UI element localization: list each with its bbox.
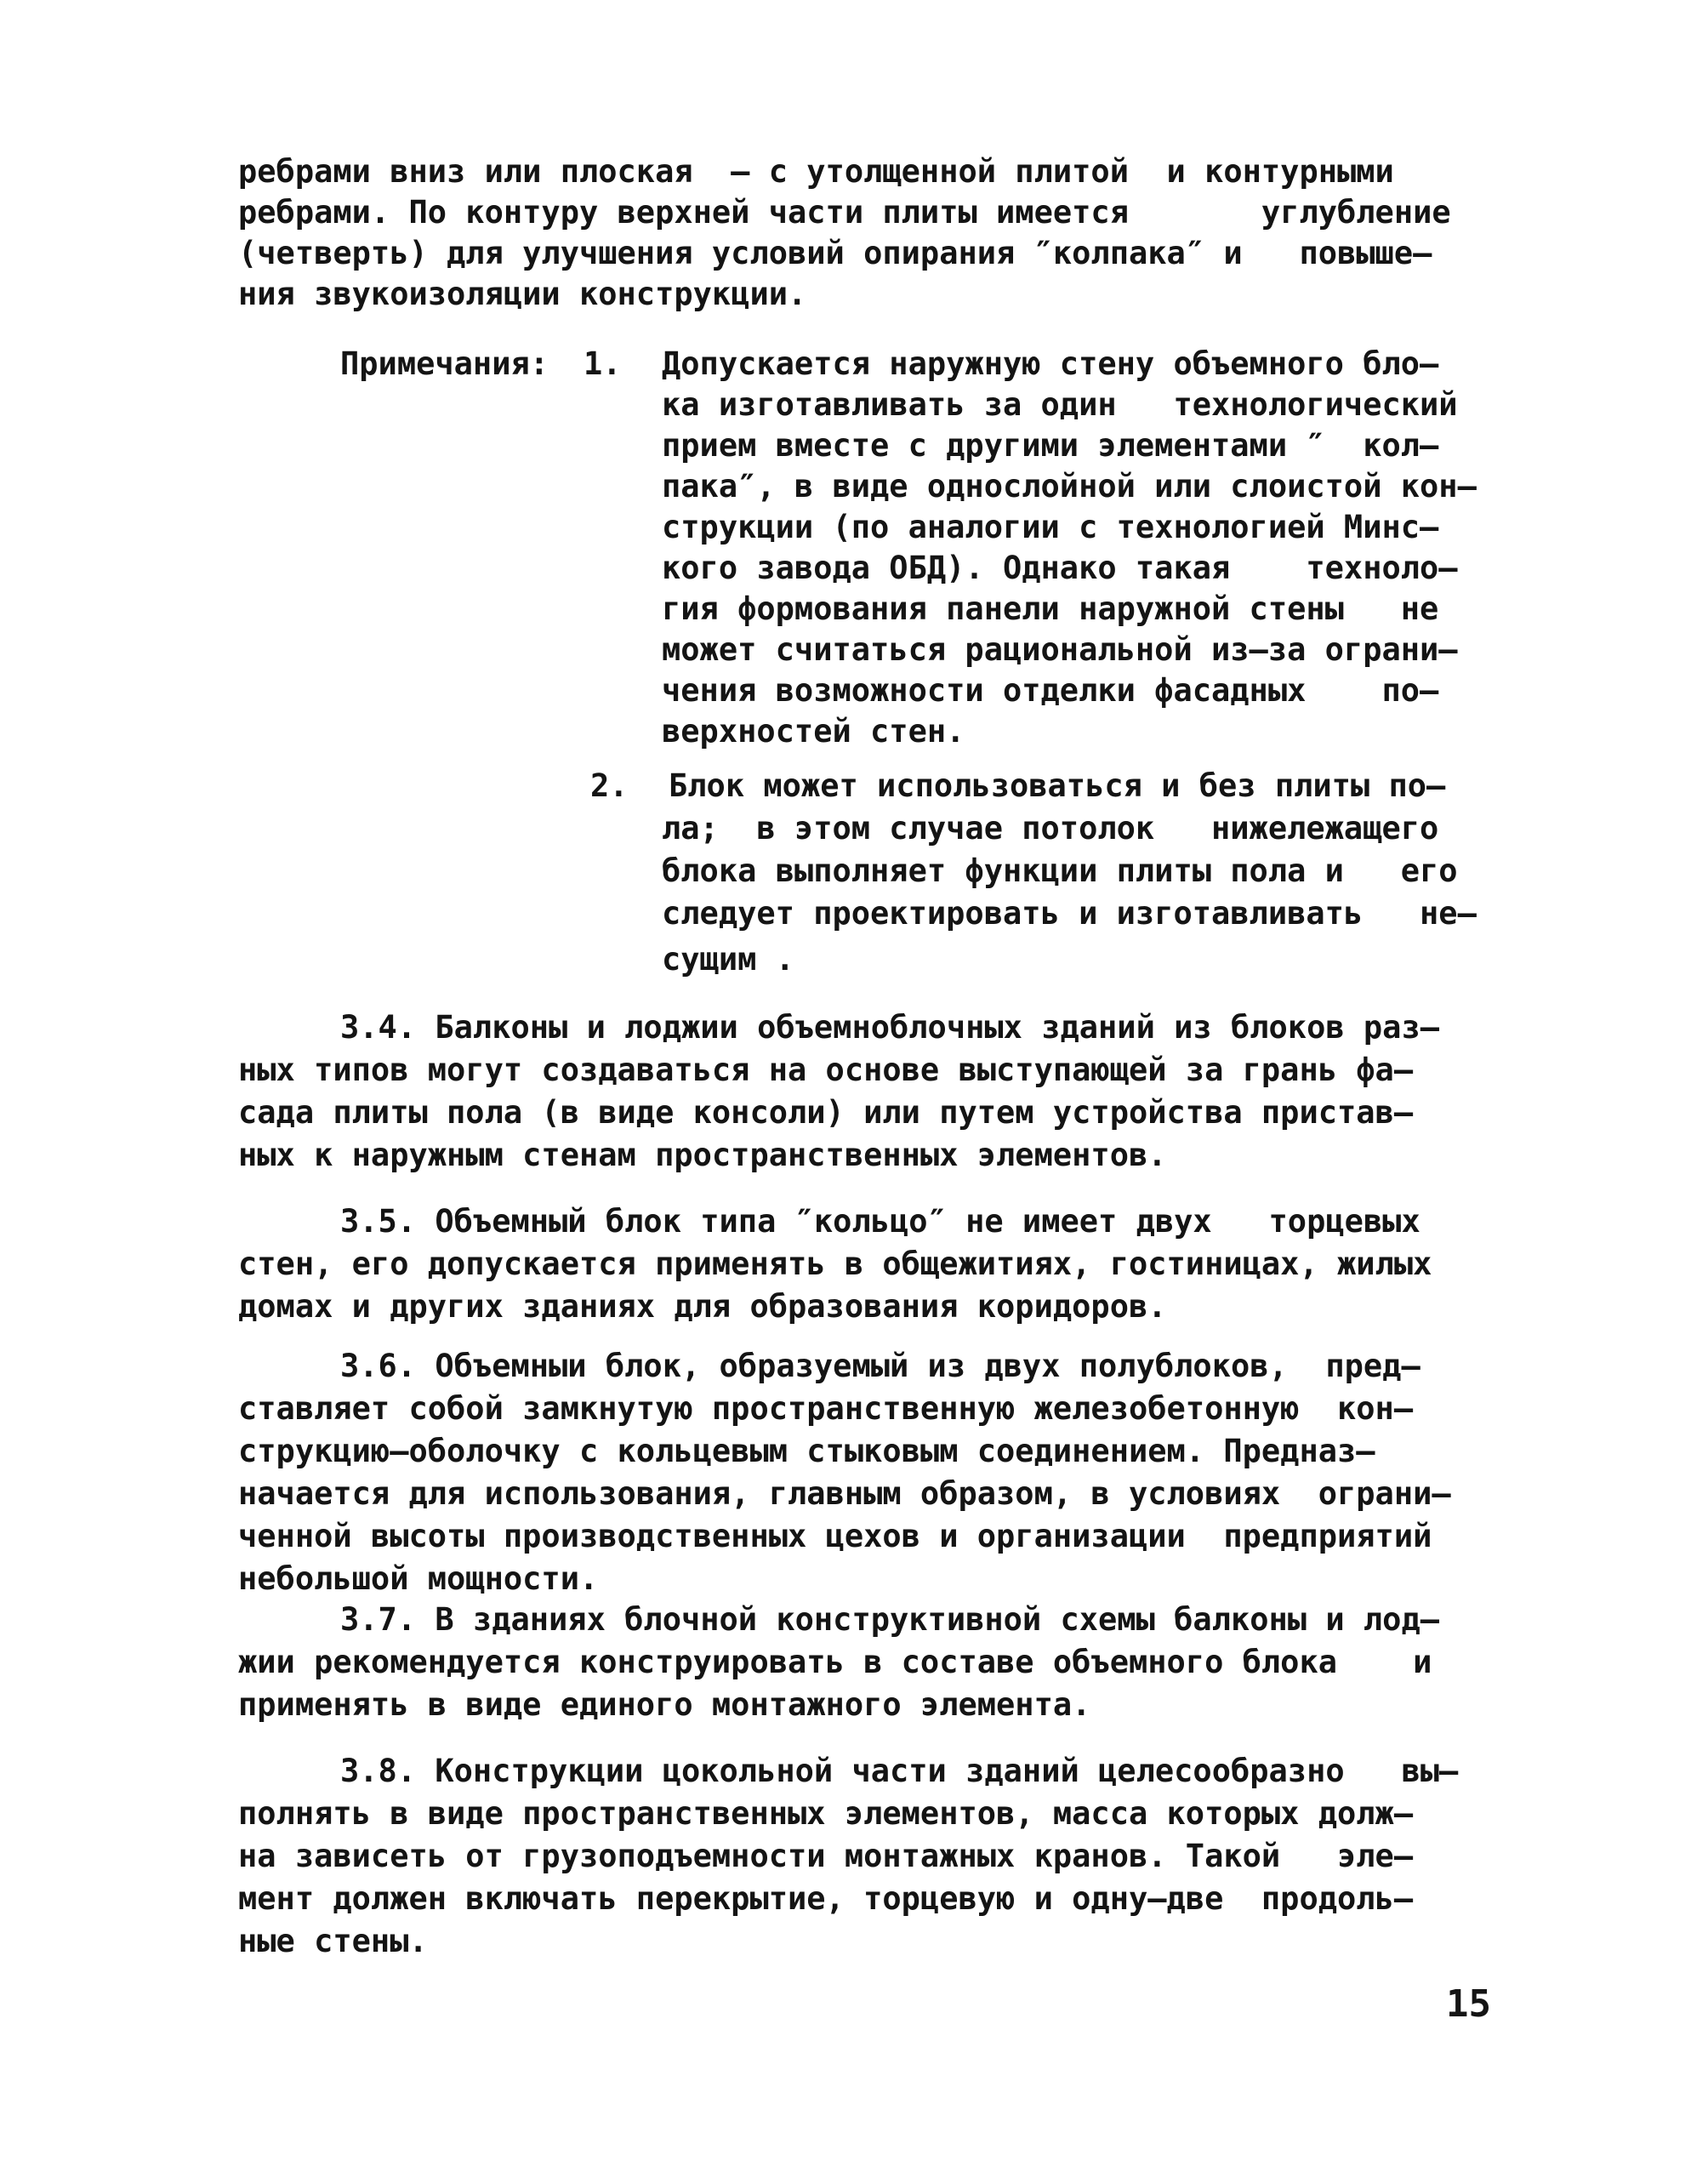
text-line: может считаться рациональной из–за ограни– bbox=[662, 631, 1458, 668]
text-line: 3.7. В зданиях блочной конструктивной схемы балконы и лод– bbox=[340, 1601, 1440, 1638]
text-line: ченной высоты производственных цехов и организации предприятий bbox=[238, 1518, 1432, 1554]
text-line: кого завода ОБД). Однако такая техноло– bbox=[662, 550, 1458, 586]
text-line: Блок может использоваться и без плиты по– bbox=[669, 767, 1446, 804]
text-line: ла; в этом случае потолок нижележащего bbox=[662, 810, 1439, 847]
text-line: гия формования панели наружной стены не bbox=[662, 590, 1439, 627]
text-line: ных типов могут создаваться на основе выступающей за грань фа– bbox=[238, 1052, 1414, 1088]
text-line: ребрами. По контуру верхней части плиты имеется углубление bbox=[238, 194, 1451, 231]
text-line: начается для использования, главным образом, в условиях ограни– bbox=[238, 1475, 1451, 1512]
text-line: ных к наружным стенам пространственных элементов. bbox=[238, 1137, 1167, 1173]
text-line: ставляет собой замкнутую пространственную железобетонную кон– bbox=[238, 1390, 1414, 1427]
text-line: жии рекомендуется конструировать в составе объемного блока и bbox=[238, 1644, 1432, 1680]
text-line: небольшой мощности. bbox=[238, 1560, 599, 1597]
text-line: струкцию–оболочку с кольцевым стыковым соединением. Предназ– bbox=[238, 1433, 1375, 1469]
text-line: (четверть) для улучшения условий опирания ″колпака″ и повыше– bbox=[238, 235, 1432, 271]
text-line: прием вместе с другими элементами ″ кол– bbox=[662, 427, 1439, 464]
text-line: 3.8. Конструкции цокольной части зданий целесообразно вы– bbox=[340, 1753, 1459, 1789]
text-line: сущим . bbox=[662, 941, 794, 978]
text-line: блока выполняет функции плиты пола и его bbox=[662, 852, 1458, 889]
text-line: 3.6. Объемныи блок, образуемый из двух полублоков, пред– bbox=[340, 1348, 1420, 1384]
text-line: ния звукоизоляции конструкции. bbox=[238, 276, 807, 312]
text-line: чения возможности отделки фасадных по– bbox=[662, 672, 1439, 709]
notes-label: Примечания: bbox=[340, 345, 549, 382]
text-line: струкции (по аналогии с технологией Минс– bbox=[662, 509, 1439, 545]
text-line: стен, его допускается применять в общежитиях, гостиницах, жилых bbox=[238, 1246, 1432, 1282]
text-line: верхностей стен. bbox=[662, 713, 965, 750]
text-line: сада плиты пола (в виде консоли) или путем устройства пристав– bbox=[238, 1094, 1414, 1131]
text-line: домах и других зданиях для образования коридоров. bbox=[238, 1288, 1167, 1325]
note-number: 2. bbox=[590, 767, 629, 804]
note-number: 1. bbox=[584, 345, 622, 382]
text-line: на зависеть от грузоподъемности монтажных кранов. Такой эле– bbox=[238, 1838, 1414, 1874]
text-line: применять в виде единого монтажного элемента. bbox=[238, 1686, 1091, 1723]
text-line: пака″, в виде однослойной или слоистой кон– bbox=[662, 468, 1477, 505]
text-line: ка изготавливать за один технологический bbox=[662, 386, 1458, 423]
text-line: следует проектировать и изготавливать не– bbox=[662, 895, 1477, 932]
text-line: 3.5. Объемный блок типа ″кольцо″ не имеет двух торцевых bbox=[340, 1203, 1420, 1240]
page-number: 15 bbox=[1446, 1982, 1491, 2026]
text-line: 3.4. Балконы и лоджии объемноблочных зданий из блоков раз– bbox=[340, 1009, 1440, 1046]
text-line: ребрами вниз или плоская – с утолщенной плитой и контурными bbox=[238, 153, 1394, 190]
text-line: полнять в виде пространственных элементов, масса которых долж– bbox=[238, 1795, 1414, 1832]
text-line: мент должен включать перекрытие, торцевую и одну–две продоль– bbox=[238, 1880, 1414, 1917]
text-line: ные стены. bbox=[238, 1923, 428, 1959]
text-line: Допускается наружную стену объемного бло– bbox=[662, 345, 1439, 382]
